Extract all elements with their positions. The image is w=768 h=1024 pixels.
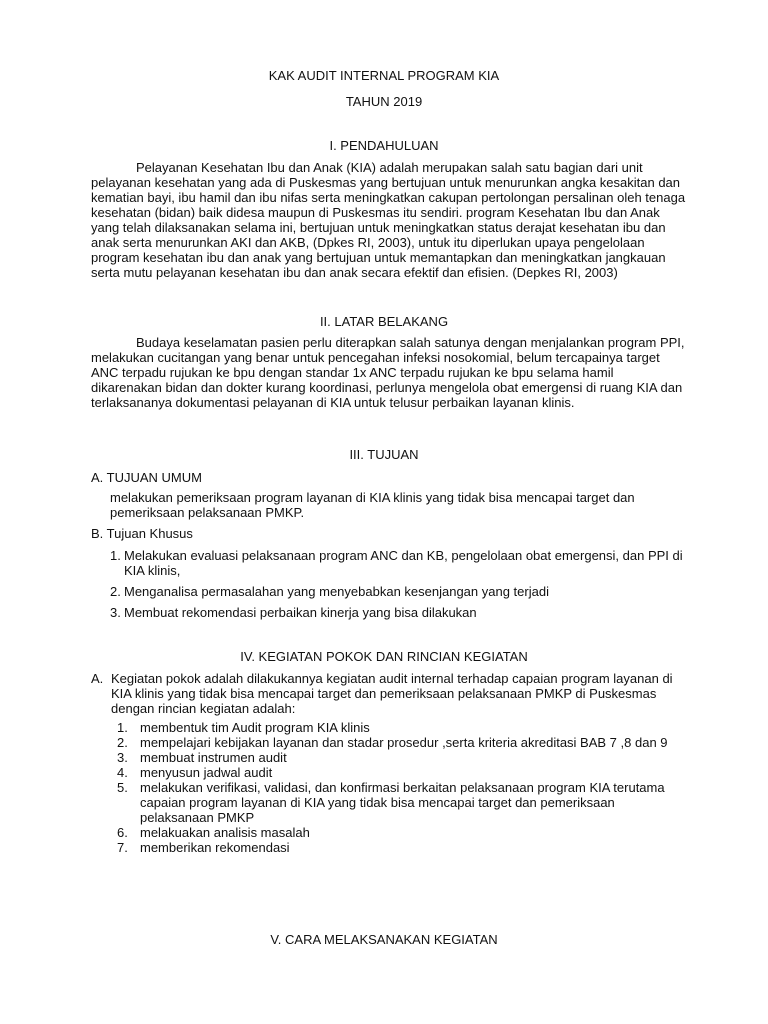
list-item xyxy=(117,765,687,780)
list-item xyxy=(110,605,692,620)
list-item-number: 2. xyxy=(110,584,121,599)
section-2-body-container xyxy=(91,335,687,410)
list-item-text: membuat instrumen audit xyxy=(140,750,287,765)
rincian-kegiatan-list xyxy=(117,720,687,855)
section-4-heading: IV. KEGIATAN POKOK DAN RINCIAN KEGIATAN xyxy=(240,649,528,664)
list-item-number: 5. xyxy=(117,780,128,795)
section-5-heading: V. CARA MELAKSANAKAN KEGIATAN xyxy=(270,932,498,947)
list-item-number: 3. xyxy=(110,605,121,620)
list-item-text: membentuk tim Audit program KIA klinis xyxy=(140,720,370,735)
list-item xyxy=(117,735,687,750)
section-4-a-container xyxy=(91,671,689,716)
list-item xyxy=(110,548,692,578)
list-item xyxy=(117,750,687,765)
list-item-number: 1. xyxy=(117,720,128,735)
list-item-number: 7. xyxy=(117,840,128,855)
section-2-body: Budaya keselamatan pasien perlu diterapkan salah satunya dengan menjalankan program PPI, melakukan cucitangan yang benar untuk pencegahan infeksi nosokomial, belum tercapainya target ANC terpadu rujukan ke bpu dengan standar 1x ANC terpadu rujukan ke bpu selama hamil dikarenakan bidan dan dokter kurang koordinasi, perlunya mengelola obat emergensi di ruang KIA dan terlaksananya dokumentasi pelayanan di KIA untuk telusur perbaikan layanan klinis. xyxy=(91,335,685,410)
list-item xyxy=(117,780,687,825)
section-1-heading: I. PENDAHULUAN xyxy=(329,138,439,153)
section-1-body: Pelayanan Kesehatan Ibu dan Anak (KIA) adalah merupakan salah satu bagian dari unit pelayanan kesehatan yang ada di Puskesmas yang bertujuan untuk menurunkan angka kesakitan dan kematian bayi, ibu hamil dan ibu nifas serta meningkatkan cakupan pertolongan persalinan oleh tenaga kesehatan (bidan) baik didesa maupun di Puskesmas itu sendiri. program Kesehatan Ibu dan Anak yang telah dilaksanakan selama ini, bertujuan untuk meningkatkan status derajat kesehatan ibu dan anak serta menurunkan AKI dan AKB, (Dpkes RI, 2003), untuk itu diperlukan upaya pengelolaan program kesehatan ibu dan anak yang bertujuan untuk memantapkan dan meningkatkan jangkauan serta mutu pelayanan kesehatan ibu dan anak secara efektif dan efisien. (Depkes RI, 2003) xyxy=(91,160,686,280)
list-item-text: Melakukan evaluasi pelaksanaan program ANC dan KB, pengelolaan obat emergensi, dan PPI di KIA klinis, xyxy=(124,548,683,578)
section-4-a-label: A. xyxy=(91,671,104,686)
tujuan-umum-label: A. TUJUAN UMUM xyxy=(91,470,202,485)
list-item-text: Membuat rekomendasi perbaikan kinerja yang bisa dilakukan xyxy=(124,605,477,620)
list-item-text: Menganalisa permasalahan yang menyebabkan kesenjangan yang terjadi xyxy=(124,584,549,599)
list-item-text: mempelajari kebijakan layanan dan stadar prosedur ,serta kriteria akreditasi BAB 7 ,8 dan 9 xyxy=(140,735,668,750)
document-title: KAK AUDIT INTERNAL PROGRAM KIA xyxy=(268,68,500,83)
list-item-number: 3. xyxy=(117,750,128,765)
list-item xyxy=(110,584,692,599)
list-item-text: menyusun jadwal audit xyxy=(140,765,273,780)
list-item-text: memberikan rekomendasi xyxy=(140,840,290,855)
list-item-number: 1. xyxy=(110,548,121,563)
list-item xyxy=(117,720,687,735)
tujuan-khusus-label: B. Tujuan Khusus xyxy=(91,526,193,541)
section-3-heading: III. TUJUAN xyxy=(349,447,419,462)
list-item xyxy=(117,825,687,840)
list-item-text: melakuakan analisis masalah xyxy=(140,825,310,840)
list-item-number: 2. xyxy=(117,735,128,750)
section-2-heading: II. LATAR BELAKANG xyxy=(319,314,449,329)
document-year: TAHUN 2019 xyxy=(345,94,423,109)
tujuan-khusus-list xyxy=(110,548,692,620)
list-item xyxy=(117,840,687,855)
list-item-text: melakukan verifikasi, validasi, dan konfirmasi berkaitan pelaksanaan program KIA terutama capaian program layanan di KIA yang tidak bisa mencapai target dan pemeriksaan pelaksanaan PMKP xyxy=(140,780,665,825)
tujuan-umum-body: melakukan pemeriksaan program layanan di KIA klinis yang tidak bisa mencapai target dan pemeriksaan pelaksanaan PMKP. xyxy=(110,490,635,520)
list-item-number: 6. xyxy=(117,825,128,840)
section-4-a-body: Kegiatan pokok adalah dilakukannya kegiatan audit internal terhadap capaian program layanan di KIA klinis yang tidak bisa mencapai target dan pemeriksaan pelaksanaan PMKP di Puskesmas dengan rincian kegiatan adalah: xyxy=(111,671,673,716)
list-item-number: 4. xyxy=(117,765,128,780)
section-1-body-container xyxy=(91,160,687,280)
